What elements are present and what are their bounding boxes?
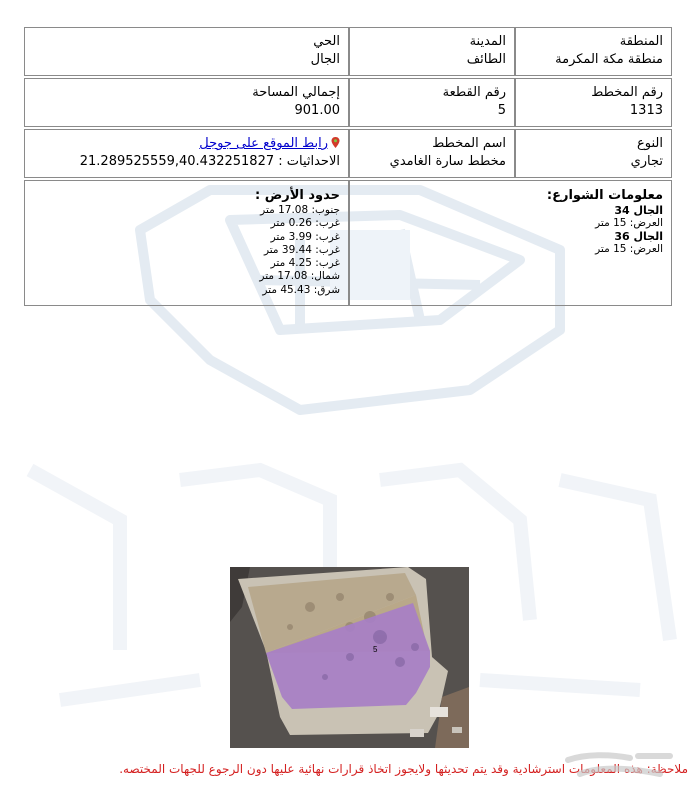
location-cell (24, 129, 349, 178)
site-logo-watermark (540, 744, 700, 788)
street-width: العرض: 15 متر (595, 243, 663, 256)
city-value: الطائف (466, 52, 506, 67)
bound-item: غرب: 39.44 متر (263, 243, 340, 256)
city-cell (349, 27, 515, 76)
bound-item: غرب: 0.26 متر (270, 217, 340, 230)
street-width: العرض: 15 متر (595, 217, 663, 229)
plan-number-label: رقم المخطط (591, 85, 663, 100)
street-name: الجال 36 (614, 230, 663, 244)
plot-number-cell (349, 78, 515, 127)
street-name: الجال 34 (614, 204, 663, 217)
total-area-value: 901.00 (294, 103, 340, 118)
type-value: تجاري (630, 154, 663, 169)
plan-name-cell (349, 129, 515, 178)
region-cell (515, 27, 672, 76)
plot-number-label: 5 (373, 645, 378, 654)
district-value: الجال (310, 52, 340, 67)
map-pin-icon (331, 137, 340, 148)
plan-number-cell (515, 78, 672, 127)
region-value: منطقة مكة المكرمة (555, 52, 663, 67)
bound-item: شرق: 45.43 متر (262, 283, 340, 296)
land-bounds-cell (24, 180, 349, 306)
region-label: المنطقة (619, 34, 663, 49)
bound-item: شمال: 17.08 متر (259, 270, 340, 283)
district-label: الحي (313, 34, 340, 49)
plot-number-label: رقم القطعة (442, 85, 506, 100)
type-label: النوع (637, 136, 663, 151)
city-label: المدينة (469, 34, 506, 49)
total-area-cell (24, 78, 349, 127)
plot-number-value: 5 (497, 103, 506, 118)
bounds-title: حدود الأرض : (255, 188, 340, 203)
google-location-link[interactable]: رابط الموقع على جوجل (199, 136, 328, 151)
bound-item: جنوب: 17.08 متر (260, 204, 340, 216)
satellite-map[interactable] (230, 567, 469, 748)
type-cell (515, 129, 672, 178)
total-area-label: إجمالي المساحة (252, 85, 340, 100)
plan-number-value: 1313 (629, 103, 663, 118)
streets-title: معلومات الشوارع: (546, 188, 663, 203)
disclaimer-note: ملاحظة: هذه المعلومات استرشادية وقد يتم تحديثها ولايجوز اتخاذ قرارات نهائية عليها دون الرجوع للجهات المختصه. (119, 762, 688, 776)
bound-item: غرب: 3.99 متر (270, 230, 340, 243)
district-cell (24, 27, 349, 76)
plan-name-label: اسم المخطط (432, 136, 506, 151)
plan-name-value: مخطط سارة الغامدي (389, 154, 506, 169)
coordinates-value: الاحداثيات : 21.289525559,40.432251827 (79, 154, 340, 169)
streets-info-cell (349, 180, 672, 306)
bound-item: غرب: 4.25 متر (270, 257, 340, 270)
